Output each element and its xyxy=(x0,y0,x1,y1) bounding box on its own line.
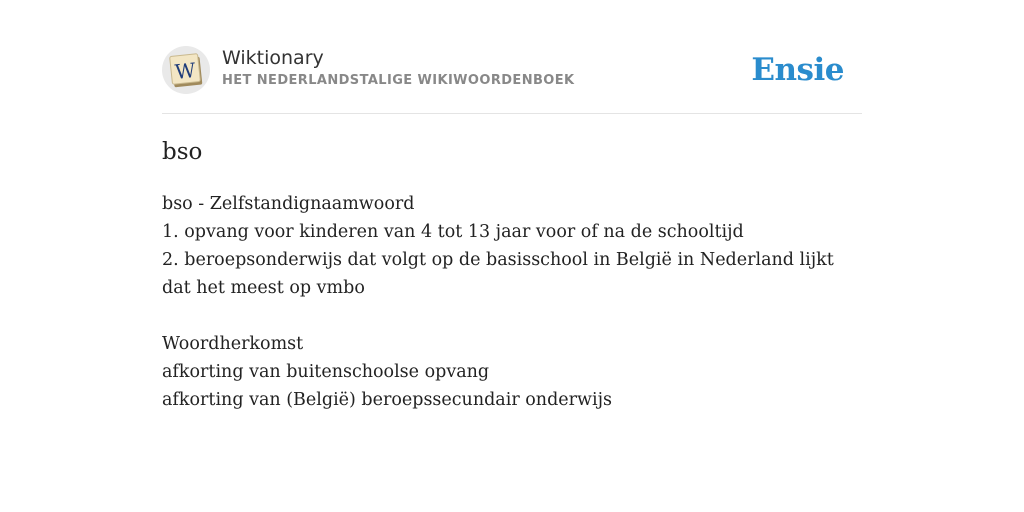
entry-heading: bso - Zelfstandignaamwoord xyxy=(162,194,415,214)
page-title: bso xyxy=(162,139,203,165)
spacer xyxy=(162,302,852,330)
etymology-item: afkorting van (België) beroepssecundair onderwijs xyxy=(162,390,612,410)
logo-letter: W xyxy=(173,57,197,84)
ensie-logo[interactable]: Ensie xyxy=(751,52,844,88)
site-name[interactable]: Wiktionary xyxy=(222,47,324,69)
definition-item: 2. beroepsonderwijs dat volgt op de basisschool in België in Nederland lijkt dat het meest op vmbo xyxy=(162,250,834,298)
etymology-heading: Woordherkomst xyxy=(162,334,304,354)
site-header xyxy=(162,44,862,113)
header-divider xyxy=(162,113,862,114)
wiktionary-logo-icon[interactable] xyxy=(162,46,210,94)
wiktionary-tile-icon xyxy=(167,52,205,88)
entry-content xyxy=(162,190,852,414)
definition-item: 1. opvang voor kinderen van 4 tot 13 jaar voor of na de schooltijd xyxy=(162,222,744,242)
site-tagline: HET NEDERLANDSTALIGE WIKIWOORDENBOEK xyxy=(222,73,575,88)
brand xyxy=(222,46,575,90)
etymology-item: afkorting van buitenschoolse opvang xyxy=(162,362,490,382)
